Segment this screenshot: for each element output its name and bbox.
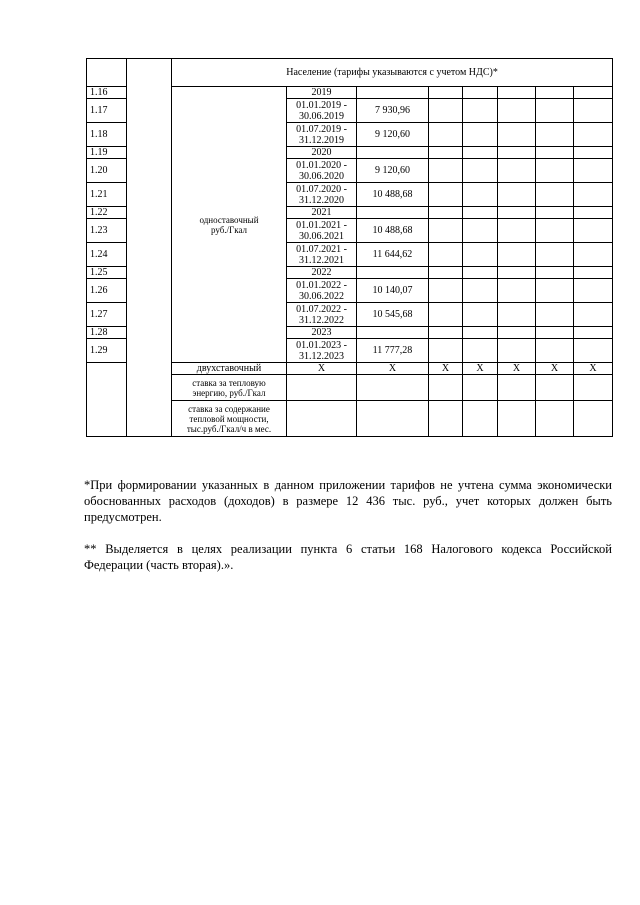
empty-cell [498,327,536,339]
empty-cell [536,159,574,183]
empty-cell [463,183,498,207]
x-mark: X [536,363,574,375]
row-number: 1.26 [87,279,127,303]
empty-cell [574,219,613,243]
empty-cell [536,123,574,147]
empty-cell [536,303,574,327]
period-cell: 01.07.2019 - 31.12.2019 [287,123,357,147]
empty-cell [463,159,498,183]
tariff-table [86,58,613,437]
empty-cell [463,219,498,243]
empty-cell [498,207,536,219]
empty-cell [463,99,498,123]
value-cell [357,267,429,279]
value-cell: 10 545,68 [357,303,429,327]
value-cell: 11 777,28 [357,339,429,363]
empty-cell [429,219,463,243]
footnote-1: *При формировании указанных в данном приложении тарифов не учтена сумма экономически обоснованных расходов (доходов) в размере 12 436 тыс. руб., учет которых должен быть предусмотрен. [84,478,612,524]
period-cell: 01.01.2022 - 30.06.2022 [287,279,357,303]
period-cell: 01.01.2020 - 30.06.2020 [287,159,357,183]
year-cell: 2021 [287,207,357,219]
empty-cell [357,375,429,401]
empty-cell [429,279,463,303]
empty-cell [498,87,536,99]
value-cell [357,147,429,159]
empty-cell [429,401,463,437]
empty-cell [463,327,498,339]
two-part-label: двухставочный [172,363,287,375]
empty-cell [429,123,463,147]
value-cell: 11 644,62 [357,243,429,267]
empty-cell [463,87,498,99]
group-header: Население (тарифы указываются с учетом НДС)* [172,59,613,87]
empty-cell [574,123,613,147]
empty-cell [536,279,574,303]
empty-cell [463,401,498,437]
empty-cell [498,375,536,401]
empty-cell [498,147,536,159]
empty-cell [574,327,613,339]
empty-cell [498,243,536,267]
empty-cell [429,159,463,183]
empty-cell [463,375,498,401]
row-number: 1.16 [87,87,127,99]
empty-cell [574,159,613,183]
empty-cell [536,147,574,159]
empty-cell [498,219,536,243]
empty-cell [498,123,536,147]
empty-cell [463,267,498,279]
year-cell: 2022 [287,267,357,279]
blank-column-cell [127,59,172,437]
empty-cell [498,303,536,327]
empty-cell [429,267,463,279]
x-mark: X [463,363,498,375]
empty-cell [498,183,536,207]
empty-cell [429,207,463,219]
row-number: 1.19 [87,147,127,159]
empty-cell [536,375,574,401]
empty-cell [463,279,498,303]
year-cell: 2023 [287,327,357,339]
empty-cell [574,243,613,267]
empty-cell [574,183,613,207]
year-cell: 2020 [287,147,357,159]
empty-cell [429,375,463,401]
empty-cell [574,99,613,123]
capacity-rate-label: ставка за содержание тепловой мощности, тыс.руб./Гкал/ч в мес. [172,401,287,437]
row-number: 1.27 [87,303,127,327]
value-cell: 10 488,68 [357,183,429,207]
period-cell: 01.01.2021 - 30.06.2021 [287,219,357,243]
empty-cell [498,339,536,363]
energy-rate-label: ставка за тепловую энергию, руб./Гкал [172,375,287,401]
row-number: 1.20 [87,159,127,183]
period-cell: 01.07.2022 - 31.12.2022 [287,303,357,327]
x-mark: X [574,363,613,375]
value-cell [357,87,429,99]
empty-cell [498,401,536,437]
x-mark: X [287,363,357,375]
empty-cell [536,243,574,267]
x-mark: X [429,363,463,375]
empty-cell [429,327,463,339]
value-cell [357,327,429,339]
period-cell: 01.01.2023 - 31.12.2023 [287,339,357,363]
empty-cell [463,147,498,159]
empty-cell [429,99,463,123]
empty-cell [574,303,613,327]
row-number: 1.25 [87,267,127,279]
footnote-2: ** Выделяется в целях реализации пункта 6 статьи 168 Налогового кодекса Российской Федерации (часть вторая).». [84,542,612,572]
empty-cell [429,303,463,327]
empty-cell [536,219,574,243]
empty-cell [498,267,536,279]
period-cell: 01.07.2021 - 31.12.2021 [287,243,357,267]
empty-cell [357,401,429,437]
row-number: 1.24 [87,243,127,267]
empty-cell [429,183,463,207]
empty-cell [574,401,613,437]
row-number: 1.21 [87,183,127,207]
empty-cell [536,267,574,279]
empty-cell [536,183,574,207]
empty-cell [574,87,613,99]
blank-cell [87,59,127,87]
row-number: 1.29 [87,339,127,363]
empty-cell [536,327,574,339]
period-cell: 01.07.2020 - 31.12.2020 [287,183,357,207]
empty-cell [498,99,536,123]
value-cell: 9 120,60 [357,159,429,183]
empty-cell [536,99,574,123]
empty-cell [498,159,536,183]
empty-cell [574,267,613,279]
empty-cell [574,339,613,363]
indicator-one-part: одноставочный руб./Гкал [172,87,287,363]
empty-cell [498,279,536,303]
empty-cell [536,87,574,99]
value-cell [357,207,429,219]
empty-cell [574,147,613,159]
empty-cell [429,87,463,99]
empty-cell [463,303,498,327]
period-cell: 01.01.2019 - 30.06.2019 [287,99,357,123]
empty-cell [429,147,463,159]
x-mark: X [357,363,429,375]
row-number: 1.18 [87,123,127,147]
empty-cell [536,207,574,219]
footnotes [84,477,612,573]
empty-cell [287,401,357,437]
value-cell: 7 930,96 [357,99,429,123]
x-mark: X [498,363,536,375]
empty-cell [463,207,498,219]
value-cell: 10 488,68 [357,219,429,243]
row-number: 1.23 [87,219,127,243]
table-header-row [87,59,613,87]
empty-cell [429,243,463,267]
row-number: 1.22 [87,207,127,219]
empty-cell [574,375,613,401]
empty-cell [536,339,574,363]
empty-cell [287,375,357,401]
empty-cell [463,243,498,267]
row-number: 1.28 [87,327,127,339]
year-cell: 2019 [287,87,357,99]
value-cell: 9 120,60 [357,123,429,147]
empty-cell [463,339,498,363]
blank-cell [87,363,127,437]
empty-cell [574,279,613,303]
value-cell: 10 140,07 [357,279,429,303]
empty-cell [463,123,498,147]
empty-cell [574,207,613,219]
empty-cell [429,339,463,363]
empty-cell [536,401,574,437]
row-number: 1.17 [87,99,127,123]
